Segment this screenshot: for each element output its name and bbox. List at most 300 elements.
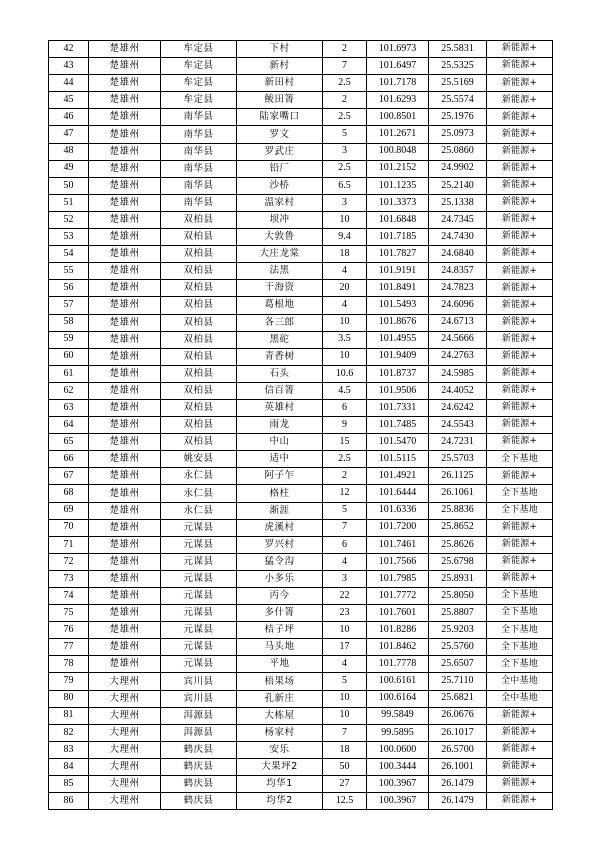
table-cell: 楚雄州 [89,92,161,109]
table-cell: 67 [49,468,89,485]
table-cell: 3 [323,143,367,160]
table-cell: 新能源+ [487,776,553,793]
table-cell: 77 [49,639,89,656]
table-cell: 全中基地 [487,690,553,707]
table-cell: 50 [49,177,89,194]
table-cell: 南华县 [161,109,237,126]
table-cell: 101.6497 [367,58,429,75]
table-cell: 法黑 [237,263,323,280]
table-row [49,536,553,553]
table-cell: 铅厂 [237,160,323,177]
table-cell: 中山 [237,434,323,451]
table-cell: 楚雄州 [89,365,161,382]
table-cell: 26.1061 [429,485,487,502]
table-cell: 鹤庆县 [161,741,237,758]
table-cell: 新能源+ [487,399,553,416]
table-cell: 南华县 [161,126,237,143]
table-cell: 10 [323,211,367,228]
table-cell: 83 [49,741,89,758]
table-cell: 25.8931 [429,570,487,587]
table-cell: 牟定县 [161,58,237,75]
table-cell: 楚雄州 [89,399,161,416]
table-cell: 12 [323,485,367,502]
table-cell: 楚雄州 [89,656,161,673]
table-cell: 楚雄州 [89,588,161,605]
table-cell: 3 [323,194,367,211]
table-row [49,92,553,109]
table-cell: 27 [323,776,367,793]
table-cell: 101.9191 [367,263,429,280]
table-cell: 楚雄州 [89,109,161,126]
table-cell: 5 [323,673,367,690]
table-cell: 鲅田箐 [237,92,323,109]
table-row [49,741,553,758]
table-row [49,246,553,263]
table-row [49,502,553,519]
table-cell: 10 [323,707,367,724]
table-cell: 南华县 [161,194,237,211]
table-row [49,399,553,416]
table-cell: 新能源+ [487,331,553,348]
table-cell: 新村 [237,58,323,75]
table-cell: 洱源县 [161,707,237,724]
table-row [49,280,553,297]
table-cell: 101.7601 [367,605,429,622]
table-cell: 69 [49,502,89,519]
table-cell: 马头地 [237,639,323,656]
table-cell: 70 [49,519,89,536]
table-cell: 青香树 [237,348,323,365]
table-row [49,331,553,348]
table-cell: 新能源+ [487,92,553,109]
table-cell: 大栋屋 [237,707,323,724]
table-cell: 全下基地 [487,622,553,639]
table-cell: 楚雄州 [89,639,161,656]
table-cell: 101.9409 [367,348,429,365]
table-cell: 25.5169 [429,75,487,92]
table-cell: 楚雄州 [89,622,161,639]
table-cell: 7 [323,724,367,741]
table-cell: 楚雄州 [89,263,161,280]
table-cell: 新能源+ [487,194,553,211]
table-cell: 100.3967 [367,776,429,793]
table-row [49,194,553,211]
table-row [49,519,553,536]
table-cell: 全下基地 [487,605,553,622]
table-cell: 26.5700 [429,741,487,758]
table-cell: 5 [323,502,367,519]
table-cell: 100.8048 [367,143,429,160]
table-row [49,143,553,160]
table-cell: 101.7566 [367,553,429,570]
table-cell: 新能源+ [487,741,553,758]
table-cell: 49 [49,160,89,177]
table-cell: 23 [323,605,367,622]
table-cell: 宾川县 [161,690,237,707]
table-cell: 桔子坪 [237,622,323,639]
table-cell: 24.7345 [429,211,487,228]
table-cell: 猛令沟 [237,553,323,570]
table-cell: 全下基地 [487,588,553,605]
table-cell: 新能源+ [487,417,553,434]
table-cell: 7 [323,58,367,75]
table-cell: 101.7185 [367,229,429,246]
table-cell: 18 [323,741,367,758]
table-cell: 楚雄州 [89,229,161,246]
table-cell: 101.6336 [367,502,429,519]
table-cell: 全下基地 [487,451,553,468]
table-cell: 101.7178 [367,75,429,92]
table-cell: 楚雄州 [89,382,161,399]
table-cell: 大理州 [89,673,161,690]
site-list-table [48,40,553,810]
table-cell: 双柏县 [161,399,237,416]
table-row [49,382,553,399]
table-cell: 101.4955 [367,331,429,348]
table-cell: 鹤庆县 [161,793,237,810]
table-cell: 101.8286 [367,622,429,639]
table-row [49,673,553,690]
table-cell: 新能源+ [487,468,553,485]
table-cell: 新能源+ [487,143,553,160]
table-cell: 42 [49,41,89,58]
table-cell: 双柏县 [161,280,237,297]
table-cell: 9 [323,417,367,434]
table-cell: 51 [49,194,89,211]
table-cell: 25.7110 [429,673,487,690]
table-cell: 黑砣 [237,331,323,348]
table-cell: 12.5 [323,793,367,810]
table-cell: 牟定县 [161,92,237,109]
table-cell: 26.0676 [429,707,487,724]
table-row [49,485,553,502]
table-cell: 101.9506 [367,382,429,399]
table-cell: 4 [323,263,367,280]
table-row [49,229,553,246]
table-cell: 101.5470 [367,434,429,451]
table-cell: 15 [323,434,367,451]
table-cell: 80 [49,690,89,707]
table-cell: 新能源+ [487,297,553,314]
table-cell: 罗兴村 [237,536,323,553]
table-cell: 小多乐 [237,570,323,587]
table-cell: 宾川县 [161,673,237,690]
table-cell: 101.7461 [367,536,429,553]
table-cell: 101.6444 [367,485,429,502]
table-cell: 楚雄州 [89,485,161,502]
table-cell: 南华县 [161,177,237,194]
table-cell: 6 [323,536,367,553]
table-cell: 牟定县 [161,41,237,58]
table-cell: 沙桥 [237,177,323,194]
table-cell: 25.5760 [429,639,487,656]
table-cell: 100.0600 [367,741,429,758]
table-cell: 25.8652 [429,519,487,536]
table-cell: 楚雄州 [89,143,161,160]
table-cell: 葛根地 [237,297,323,314]
table-cell: 多什箐 [237,605,323,622]
table-row [49,211,553,228]
table-cell: 101.2152 [367,160,429,177]
table-cell: 48 [49,143,89,160]
table-cell: 大理州 [89,776,161,793]
table-cell: 双柏县 [161,246,237,263]
table-cell: 大理州 [89,690,161,707]
table-cell: 大敦鲁 [237,229,323,246]
table-cell: 101.8491 [367,280,429,297]
table-row [49,605,553,622]
table-cell: 2 [323,41,367,58]
table-cell: 24.5666 [429,331,487,348]
table-cell: 元谋县 [161,536,237,553]
table-cell: 24.7231 [429,434,487,451]
table-cell: 丙今 [237,588,323,605]
table-cell: 新能源+ [487,707,553,724]
table-cell: 101.5115 [367,451,429,468]
table-cell: 24.2763 [429,348,487,365]
table-cell: 楚雄州 [89,519,161,536]
table-cell: 85 [49,776,89,793]
table-cell: 楚雄州 [89,58,161,75]
table-cell: 9.4 [323,229,367,246]
table-cell: 59 [49,331,89,348]
table-cell: 60 [49,348,89,365]
table-cell: 新能源+ [487,109,553,126]
table-cell: 6.5 [323,177,367,194]
table-row [49,724,553,741]
table-cell: 84 [49,758,89,775]
table-cell: 74 [49,588,89,605]
table-row [49,263,553,280]
table-cell: 24.6096 [429,297,487,314]
table-row [49,417,553,434]
table-cell: 50 [323,758,367,775]
table-cell: 罗文 [237,126,323,143]
table-cell: 新能源+ [487,280,553,297]
table-cell: 46 [49,109,89,126]
table-cell: 73 [49,570,89,587]
table-cell: 24.8357 [429,263,487,280]
table-cell: 楚雄州 [89,314,161,331]
table-cell: 梧果场 [237,673,323,690]
table-cell: 24.7823 [429,280,487,297]
table-row [49,468,553,485]
table-cell: 101.7985 [367,570,429,587]
table-cell: 101.6848 [367,211,429,228]
table-cell: 新能源+ [487,246,553,263]
table-cell: 101.4921 [367,468,429,485]
table-cell: 25.2140 [429,177,487,194]
table-cell: 4 [323,656,367,673]
table-cell: 石头 [237,365,323,382]
table-cell: 新能源+ [487,58,553,75]
table-cell: 101.7200 [367,519,429,536]
table-cell: 55 [49,263,89,280]
table-cell: 26.1125 [429,468,487,485]
table-cell: 洱源县 [161,724,237,741]
table-cell: 楚雄州 [89,331,161,348]
table-cell: 10 [323,348,367,365]
table-cell: 25.5325 [429,58,487,75]
table-cell: 100.8501 [367,109,429,126]
table-cell: 楚雄州 [89,502,161,519]
table-cell: 楚雄州 [89,536,161,553]
table-cell: 101.8462 [367,639,429,656]
table-cell: 安乐 [237,741,323,758]
table-row [49,690,553,707]
table-cell: 永仁县 [161,502,237,519]
table-cell: 100.6164 [367,690,429,707]
table-cell: 72 [49,553,89,570]
table-row [49,314,553,331]
table-cell: 双柏县 [161,314,237,331]
table-cell: 陆家嘴口 [237,109,323,126]
table-cell: 45 [49,92,89,109]
table-cell: 101.5493 [367,297,429,314]
table-cell: 25.1338 [429,194,487,211]
table-cell: 大理州 [89,758,161,775]
table-cell: 全中基地 [487,673,553,690]
table-cell: 101.7331 [367,399,429,416]
table-cell: 罗武庄 [237,143,323,160]
table-row [49,451,553,468]
table-cell: 4.5 [323,382,367,399]
table-cell: 全下基地 [487,639,553,656]
table-row [49,348,553,365]
table-cell: 3.5 [323,331,367,348]
table-cell: 新能源+ [487,570,553,587]
table-cell: 双柏县 [161,297,237,314]
table-cell: 79 [49,673,89,690]
table-cell: 信百箐 [237,382,323,399]
table-cell: 101.8737 [367,365,429,382]
table-cell: 适中 [237,451,323,468]
table-cell: 楚雄州 [89,451,161,468]
table-cell: 楚雄州 [89,570,161,587]
table-cell: 均华2 [237,793,323,810]
table-cell: 雨龙 [237,417,323,434]
table-cell: 楚雄州 [89,280,161,297]
table-cell: 24.9902 [429,160,487,177]
table-cell: 101.6973 [367,41,429,58]
table-row [49,553,553,570]
table-cell: 大理州 [89,793,161,810]
table-cell: 新能源+ [487,177,553,194]
table-cell: 24.6840 [429,246,487,263]
table-row [49,160,553,177]
table-cell: 楚雄州 [89,246,161,263]
table-row [49,297,553,314]
table-cell: 25.6507 [429,656,487,673]
table-cell: 大理州 [89,707,161,724]
table-row [49,75,553,92]
table-cell: 25.8626 [429,536,487,553]
table-cell: 楚雄州 [89,160,161,177]
table-row [49,109,553,126]
table-cell: 24.5543 [429,417,487,434]
table-cell: 楚雄州 [89,126,161,143]
table-cell: 66 [49,451,89,468]
table-cell: 25.9203 [429,622,487,639]
table-cell: 25.8050 [429,588,487,605]
table-cell: 杨家村 [237,724,323,741]
table-cell: 53 [49,229,89,246]
table-cell: 阿子乍 [237,468,323,485]
table-cell: 25.5831 [429,41,487,58]
table-cell: 25.8836 [429,502,487,519]
table-cell: 渐涯 [237,502,323,519]
table-row [49,41,553,58]
table-cell: 新能源+ [487,519,553,536]
table-row [49,58,553,75]
table-cell: 新能源+ [487,126,553,143]
table-cell: 25.0973 [429,126,487,143]
table-cell: 双柏县 [161,263,237,280]
table-cell: 10 [323,690,367,707]
table-cell: 100.3444 [367,758,429,775]
table-cell: 楚雄州 [89,417,161,434]
table-cell: 大理州 [89,724,161,741]
table-cell: 南华县 [161,143,237,160]
table-cell: 新能源+ [487,348,553,365]
table-cell: 25.5703 [429,451,487,468]
table-cell: 新能源+ [487,160,553,177]
table-cell: 2.5 [323,160,367,177]
table-cell: 全下基地 [487,656,553,673]
table-cell: 64 [49,417,89,434]
table-cell: 全下基地 [487,502,553,519]
table-cell: 44 [49,75,89,92]
table-cell: 双柏县 [161,365,237,382]
table-cell: 新能源+ [487,41,553,58]
table-cell: 24.5985 [429,365,487,382]
table-cell: 10 [323,622,367,639]
table-cell: 新能源+ [487,434,553,451]
table-cell: 25.1976 [429,109,487,126]
table-cell: 101.7827 [367,246,429,263]
table-cell: 10 [323,314,367,331]
table-cell: 双柏县 [161,348,237,365]
table-cell: 英雄村 [237,399,323,416]
table-cell: 68 [49,485,89,502]
table-cell: 2.5 [323,451,367,468]
table-cell: 双柏县 [161,229,237,246]
table-cell: 双柏县 [161,211,237,228]
table-cell: 楚雄州 [89,605,161,622]
table-cell: 20 [323,280,367,297]
table-row [49,622,553,639]
table-cell: 全下基地 [487,485,553,502]
table-cell: 干海资 [237,280,323,297]
table-cell: 101.7485 [367,417,429,434]
table-cell: 新田村 [237,75,323,92]
table-cell: 新能源+ [487,75,553,92]
table-cell: 81 [49,707,89,724]
table-cell: 新能源+ [487,553,553,570]
table-cell: 7 [323,519,367,536]
table-cell: 双柏县 [161,417,237,434]
table-cell: 75 [49,605,89,622]
table-cell: 99.5849 [367,707,429,724]
table-cell: 元谋县 [161,588,237,605]
table-cell: 鹤庆县 [161,776,237,793]
table-cell: 新能源+ [487,382,553,399]
table-cell: 54 [49,246,89,263]
table-row [49,758,553,775]
table-cell: 元谋县 [161,656,237,673]
table-cell: 下村 [237,41,323,58]
table-cell: 双柏县 [161,434,237,451]
